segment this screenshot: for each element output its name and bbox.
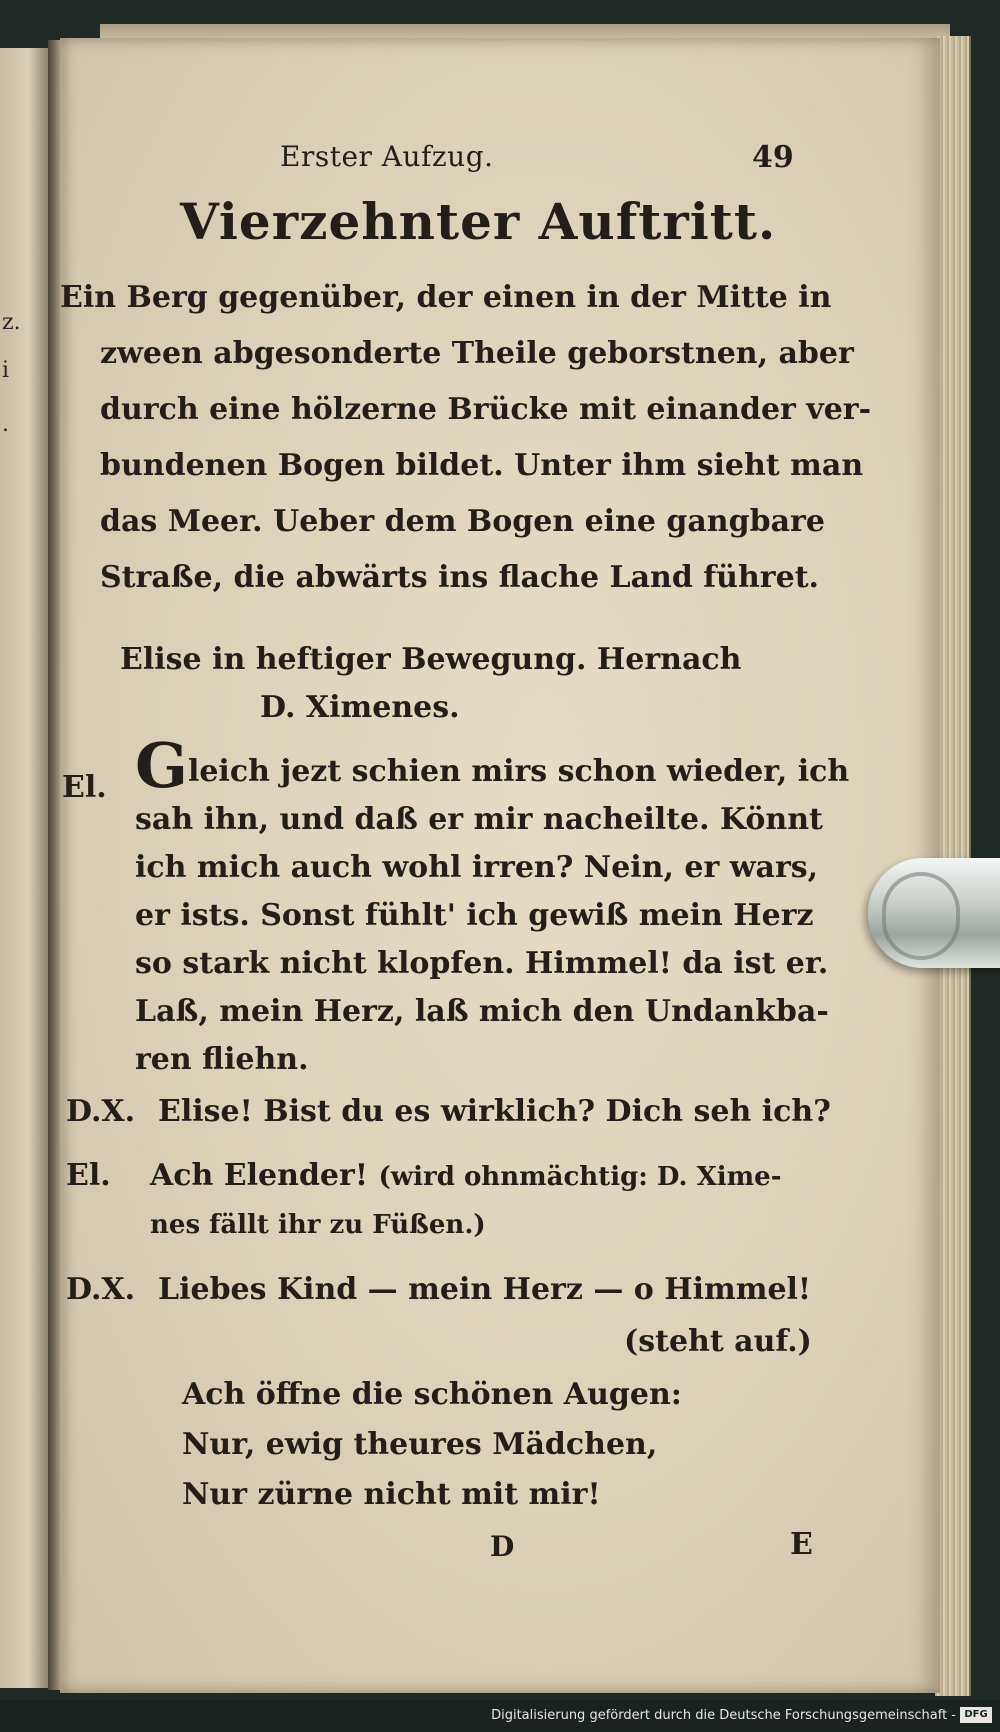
catchword: E xyxy=(790,1527,813,1562)
speaker-label: El. xyxy=(62,770,107,805)
speech-line: so stark nicht klopfen. Himmel! da ist er. xyxy=(135,946,829,981)
speech-line: ren fliehn. xyxy=(135,1042,309,1077)
left-page-edge xyxy=(0,48,48,1688)
running-head: Erster Aufzug. xyxy=(280,140,494,173)
page-holder-tool xyxy=(868,858,1000,968)
dfg-logo: DFG xyxy=(960,1707,992,1723)
speech-line: ich mich auch wohl irren? Nein, er wars, xyxy=(135,850,819,885)
speech-line: er ists. Sonst fühlt' ich gewiß mein Herz xyxy=(135,898,814,933)
page-number: 49 xyxy=(752,140,794,175)
scene-title: Vierzehnter Auftritt. xyxy=(180,192,777,251)
speech-line: sah ihn, und daß er mir nacheilte. Könnt xyxy=(135,802,823,837)
inline-stage-direction: (steht auf.) xyxy=(624,1324,812,1359)
stage-direction-line: Straße, die abwärts ins flache Land führet. xyxy=(100,560,820,595)
speaker-label: El. xyxy=(66,1158,111,1193)
speech-line-text: leich jezt schien mirs schon wieder, ich xyxy=(187,754,850,789)
stage-direction-line: bundenen Bogen bildet. Unter ihm sieht man xyxy=(100,448,864,483)
cast-list xyxy=(120,636,742,732)
speech-line-text: Ach Elender! xyxy=(150,1158,368,1193)
song-verse xyxy=(182,1370,682,1520)
speaker-label: D.X. xyxy=(66,1094,136,1129)
speech-text xyxy=(135,729,850,1084)
signature-mark: D xyxy=(490,1530,515,1563)
digitization-credit: Digitalisierung gefördert durch die Deutsche Forschungsgemeinschaft - xyxy=(491,1708,956,1723)
speech-line xyxy=(135,729,850,802)
verse-line: Nur zürne nicht mit mir! xyxy=(182,1477,601,1512)
verse-line: Nur, ewig theures Mädchen, xyxy=(182,1427,658,1462)
left-page-fragment: . xyxy=(2,412,9,437)
speech-line: Elise! Bist du es wirklich? Dich seh ich? xyxy=(158,1094,831,1129)
speech-text xyxy=(158,1266,811,1314)
inline-stage-direction: (wird ohnmächtig: D. Xime- xyxy=(378,1162,782,1192)
inline-stage-direction: nes fällt ihr zu Füßen.) xyxy=(150,1210,486,1240)
cast-line: Elise in heftiger Bewegung. Hernach xyxy=(120,642,742,677)
speaker-label: D.X. xyxy=(66,1272,136,1307)
stage-direction-line: das Meer. Ueber dem Bogen eine gangbare xyxy=(100,504,825,539)
stage-direction-line: zween abgesonderte Theile geborstnen, aber xyxy=(100,336,854,371)
drop-capital: G xyxy=(135,729,188,802)
speech-line: Liebes Kind — mein Herz — o Himmel! xyxy=(158,1272,812,1307)
speech-text xyxy=(158,1088,831,1136)
stage-direction-line: Ein Berg gegenüber, der einen in der Mitte in xyxy=(60,280,832,315)
left-page-fragment: i xyxy=(2,358,10,383)
verse-line: Ach öffne die schönen Augen: xyxy=(182,1377,682,1412)
speech-line: Laß, mein Herz, laß mich den Undankba- xyxy=(135,994,829,1029)
speech-line xyxy=(150,1152,782,1201)
cast-line: D. Ximenes. xyxy=(260,690,460,725)
left-page-fragment: z. xyxy=(2,310,21,335)
stage-direction-line: durch eine hölzerne Brücke mit einander ver- xyxy=(100,392,872,427)
stage-direction xyxy=(60,270,872,606)
speech-text xyxy=(150,1152,782,1249)
